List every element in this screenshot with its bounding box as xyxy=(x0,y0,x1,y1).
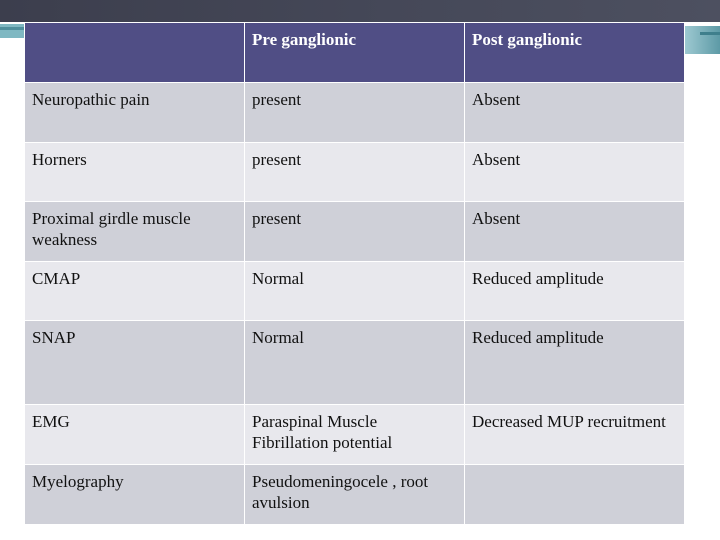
pre-ganglionic-cell: Pseudomeningocele , root avulsion xyxy=(245,465,465,525)
header-cell-post-ganglionic: Post ganglionic xyxy=(465,23,685,83)
post-ganglionic-cell xyxy=(465,465,685,525)
pre-ganglionic-cell: present xyxy=(245,83,465,143)
post-ganglionic-cell: Absent xyxy=(465,143,685,202)
table-row xyxy=(25,405,685,465)
row-label-cell: CMAP xyxy=(25,262,245,321)
table-row xyxy=(25,83,685,143)
table-row xyxy=(25,465,685,525)
post-ganglionic-cell: Reduced amplitude xyxy=(465,262,685,321)
row-label-cell: EMG xyxy=(25,405,245,465)
pre-ganglionic-cell: Normal xyxy=(245,262,465,321)
table-row xyxy=(25,321,685,405)
right-accent-bar xyxy=(684,26,720,54)
pre-ganglionic-cell: present xyxy=(245,202,465,262)
post-ganglionic-cell: Absent xyxy=(465,83,685,143)
row-label-cell: Neuropathic pain xyxy=(25,83,245,143)
table-row xyxy=(25,262,685,321)
pre-ganglionic-cell: present xyxy=(245,143,465,202)
pre-ganglionic-cell: Paraspinal Muscle Fibrillation potential xyxy=(245,405,465,465)
left-accent-line xyxy=(0,27,24,30)
post-ganglionic-cell: Reduced amplitude xyxy=(465,321,685,405)
post-ganglionic-cell: Absent xyxy=(465,202,685,262)
row-label-cell: Proximal girdle muscle weakness xyxy=(25,202,245,262)
table-row xyxy=(25,202,685,262)
right-accent-line xyxy=(700,32,720,35)
pre-ganglionic-cell: Normal xyxy=(245,321,465,405)
header-cell-pre-ganglionic: Pre ganglionic xyxy=(245,23,465,83)
header-cell-blank xyxy=(25,23,245,83)
table-row xyxy=(25,143,685,202)
comparison-table xyxy=(24,22,685,525)
top-band xyxy=(0,0,720,22)
row-label-cell: Myelography xyxy=(25,465,245,525)
row-label-cell: SNAP xyxy=(25,321,245,405)
row-label-cell: Horners xyxy=(25,143,245,202)
post-ganglionic-cell: Decreased MUP recruitment xyxy=(465,405,685,465)
header-row xyxy=(25,23,685,83)
